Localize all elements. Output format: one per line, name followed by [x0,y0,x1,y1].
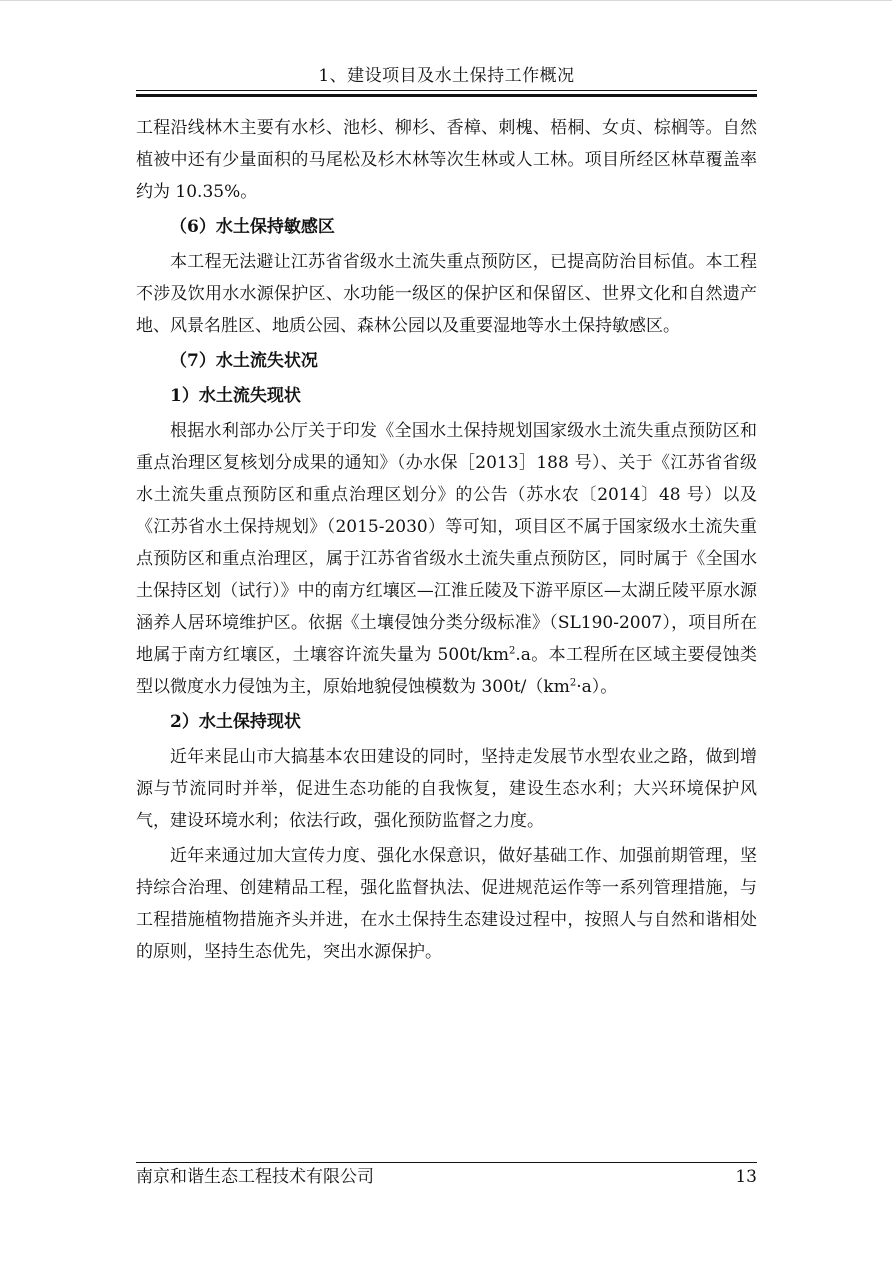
page-header-title: 1、建设项目及水土保持工作概况 [318,66,575,86]
page-number: 13 [735,1167,757,1187]
superscript-2: 2 [508,645,516,657]
subsection-heading-conservation-current: 2）水土保持现状 [170,712,301,732]
document-body [136,112,757,968]
header-rule-thick [136,94,757,97]
erosion-text-part-3: ·a）。 [576,677,618,697]
superscript-2: 2 [569,677,577,689]
section-heading-erosion-status: （7）水土流失状况 [170,351,318,371]
paragraph-erosion-current [136,415,757,703]
paragraph-vegetation: 工程沿线林木主要有水杉、池杉、柳杉、香樟、刺槐、梧桐、女贞、棕榈等。自然植被中还有少量面积的马尾松及杉木林等次生林或人工林。项目所经区林草覆盖率约为 10.35%。 [136,118,757,202]
erosion-text-part-2: .a。本工程所在区域主要侵蚀类型以微度水力侵蚀为主，原始地貌侵蚀模数为 300t/（km [136,645,757,697]
paragraph-conservation-1: 近年来昆山市大搞基本农田建设的同时，坚持走发展节水型农业之路，做到增源与节流同时并举，促进生态功能的自我恢复，建设生态水利；大兴环境保护风气，建设环境水利；依法行政，强化预防监督之力度。 [136,747,757,831]
subsection-heading-erosion-current: 1）水土流失现状 [170,386,301,406]
footer-rule [136,1162,757,1163]
footer-company-name: 南京和谐生态工程技术有限公司 [136,1167,374,1187]
header-rule-thin [136,90,757,91]
paragraph-sensitive-areas: 本工程无法避让江苏省省级水土流失重点预防区，已提高防治目标值。本工程不涉及饮用水水源保护区、水功能一级区的保护区和保留区、世界文化和自然遗产地、风景名胜区、地质公园、森林公园以及重要湿地等水土保持敏感区。 [136,252,757,336]
paragraph-conservation-2: 近年来通过加大宣传力度、强化水保意识，做好基础工作、加强前期管理，坚持综合治理、创建精品工程，强化监督执法、促进规范运作等一系列管理措施，与工程措施植物措施齐头并进，在水土保持生态建设过程中，按照人与自然和谐相处的原则，坚持生态优先，突出水源保护。 [136,846,757,962]
section-heading-sensitive-areas: （6）水土保持敏感区 [170,217,335,237]
erosion-text-part-1: 根据水利部办公厅关于印发《全国水土保持规划国家级水土流失重点预防区和重点治理区复核划分成果的通知》（办水保［2013］188 号）、关于《江苏省省级水土流失重点预防区和重点治理区划分》的公告（苏水农〔2014〕48 号）以及《江苏省水土保持规划》（2015-2030）等可知，项目区不属于国家级水土流失重点预防区和重点治理区，属于江苏省省级水土流失重点预防区，同时属于《全国水土保持区划（试行）》中的南方红壤区—江淮丘陵及下游平原区—太湖丘陵平原水源涵养人居环境维护区。依据《土壤侵蚀分类分级标准》（SL190-2007），项目所在地属于南方红壤区，土壤容许流失量为 500t/km [136,421,757,665]
page-top-edge [0,0,892,1]
